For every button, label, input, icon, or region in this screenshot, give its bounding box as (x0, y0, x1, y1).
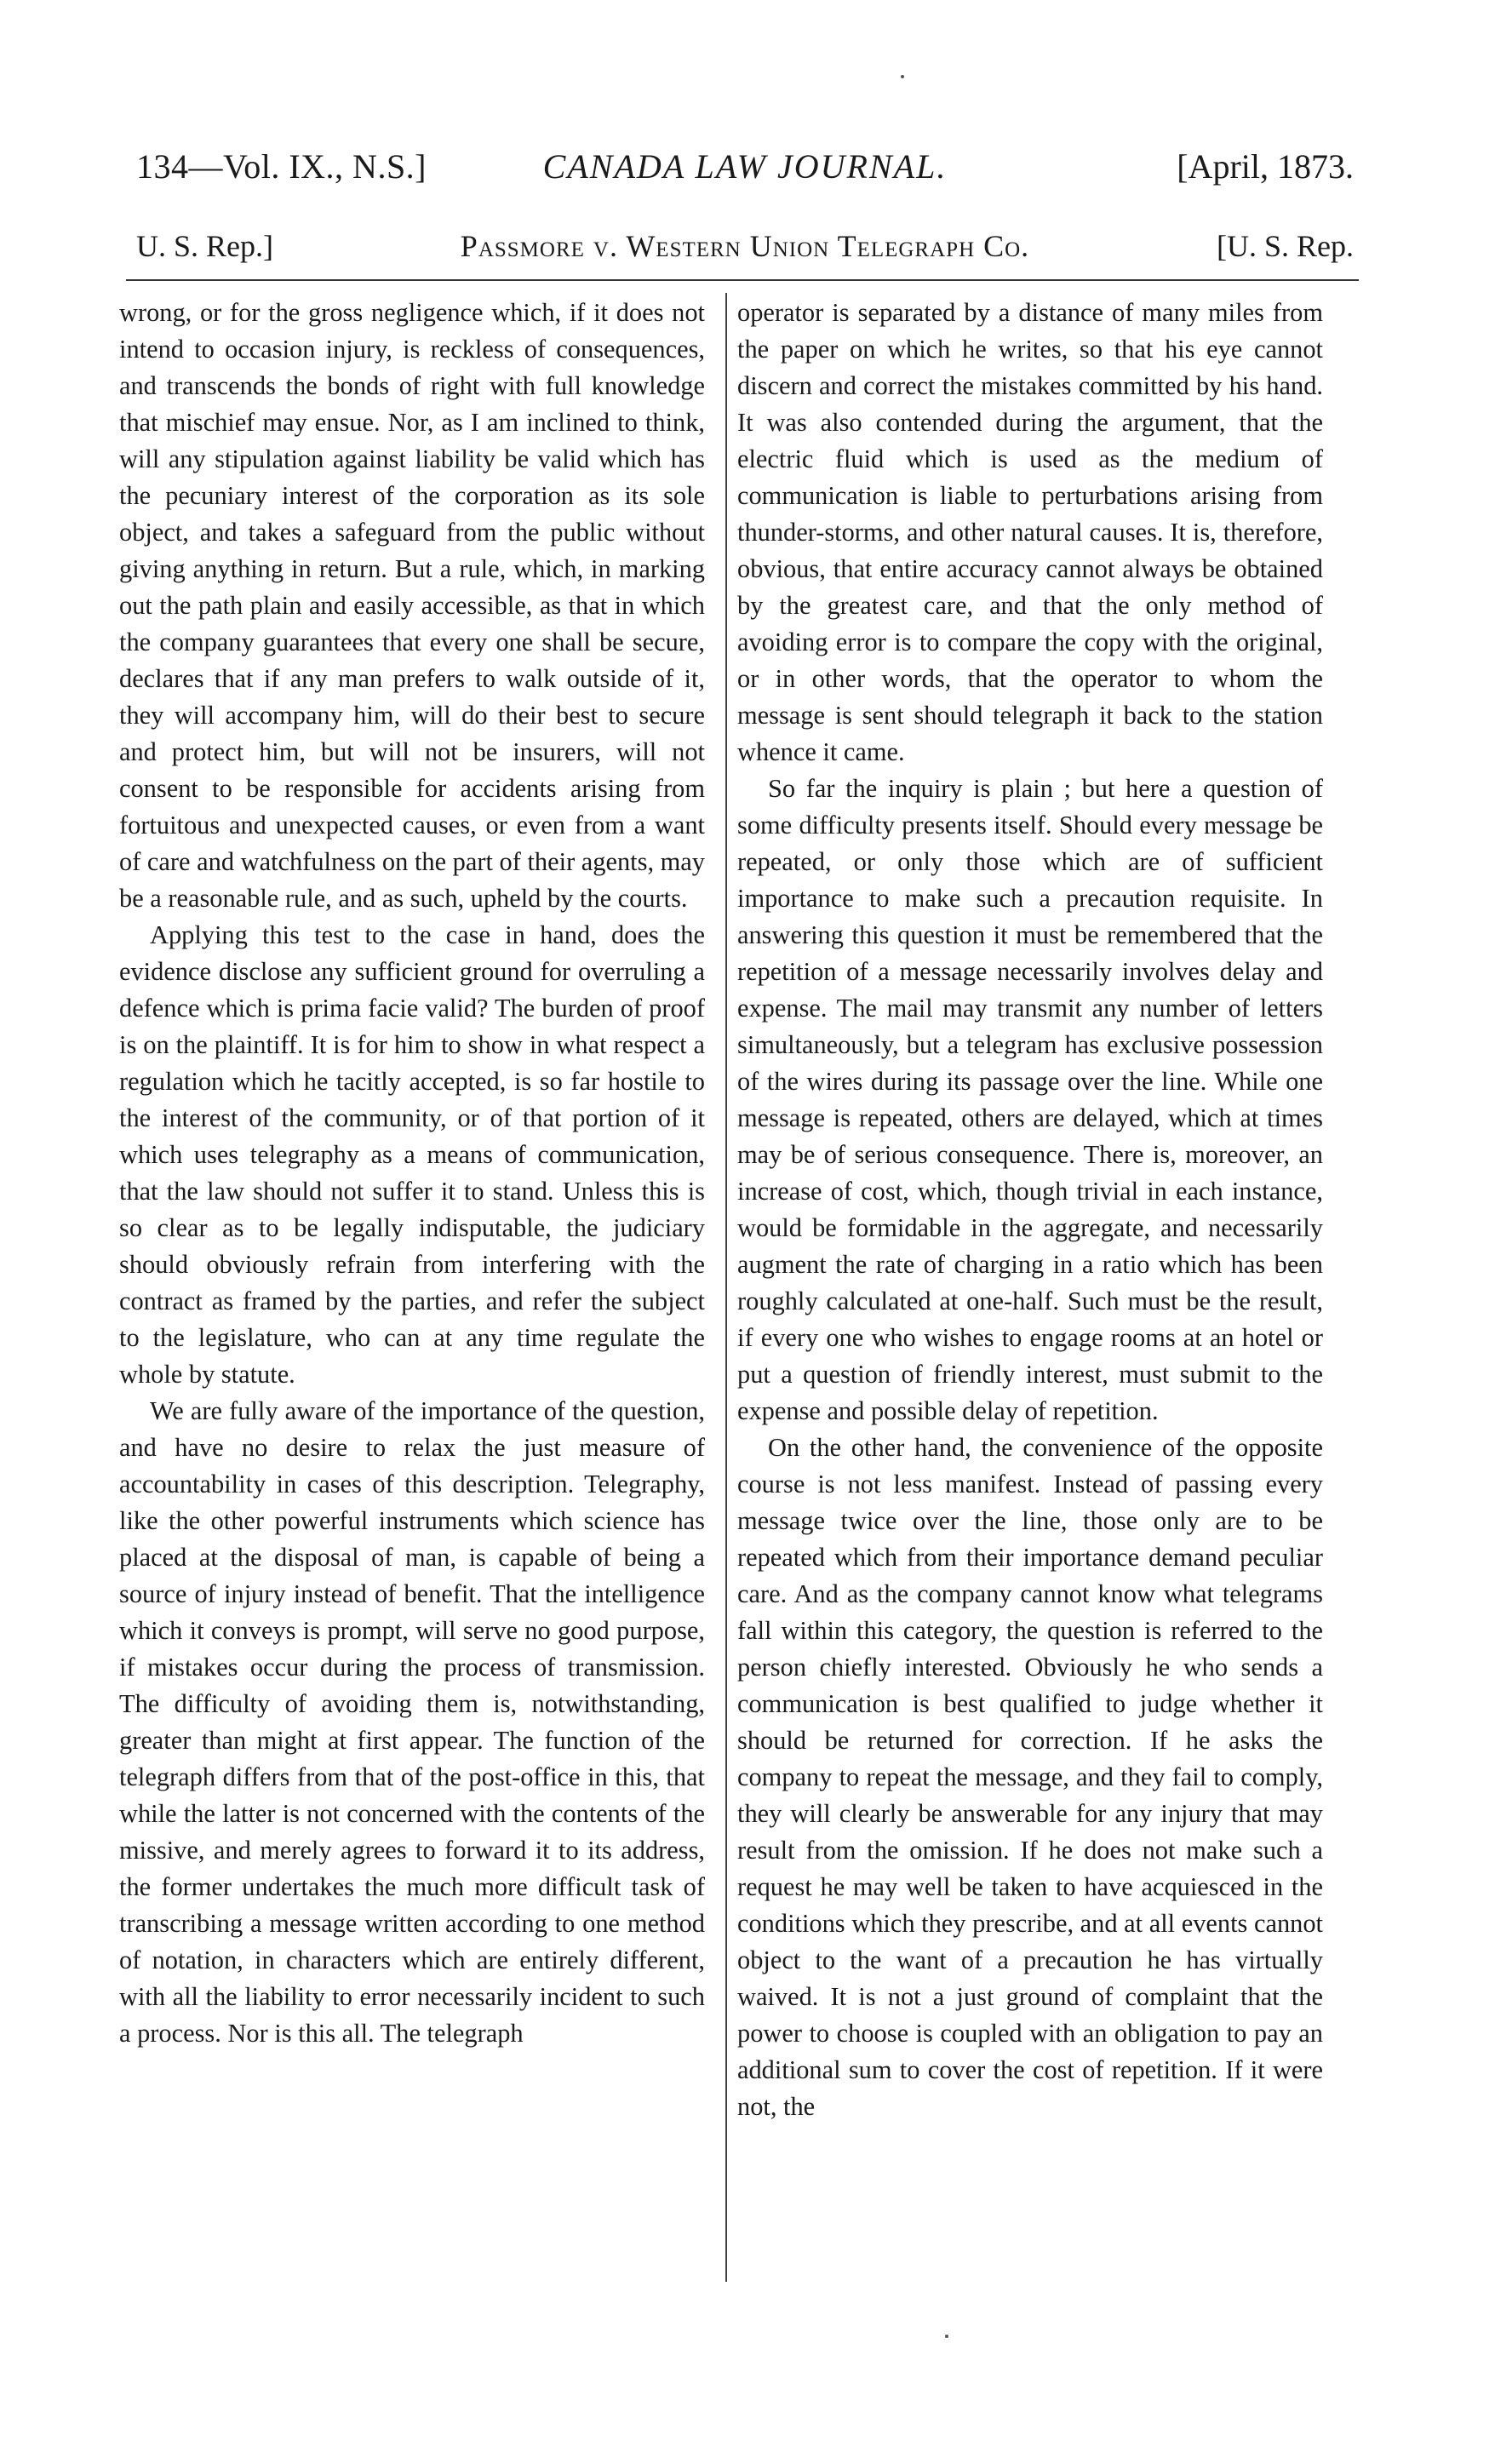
page-number-volume: 134—Vol. IX., N.S.] (136, 147, 427, 186)
case-head (136, 228, 1354, 271)
running-head (136, 146, 1354, 194)
paragraph: Applying this test to the case in hand, does the evidence disclose any sufficient ground for overruling a defence which is prima facie valid? The burden of proof is on the plaintiff. It is for him to show in what respect a regulation which he tacitly accepted, is so far hostile to the interest of the community, or of that portion of it which uses telegraphy as a means of communication, that the law should not suffer it to stand. Unless this is so clear as to be legally indisputable, the judiciary should obviously refrain from interfering with the contract as framed by the parties, and refer the subject to the legislature, who can at any time regulate the whole by statute. (119, 920, 705, 1389)
paragraph: wrong, or for the gross negligence which, if it does not intend to occasion injury, is reckless of consequences, and transcends the bonds of right with full knowledge that mischief may ensue. Nor, as I am inclined to think, will any stipulation against liability be valid which has the pecuniary interest of the corporation as its sole object, and takes a safeguard from the public without giving anything in return. But a rule, which, in marking out the path plain and easily accessible, as that in which the company guarantees that every one shall be secure, declares that if any man prefers to walk outside of it, they will accompany him, will do their best to secure and protect him, but will not be insurers, will not consent to be responsible for accidents arising from fortuitous and unexpected causes, or even from a want of care and watchfulness on the part of their agents, may be a reasonable rule, and as such, upheld by the courts. (119, 298, 705, 913)
case-reporter-right: [U. S. Rep. (1217, 229, 1354, 263)
journal-title: CANADA LAW JOURNAL. (542, 147, 948, 186)
paragraph: So far the inquiry is plain ; but here a question of some difficulty presents itself. Should every message be repeated, or only those which are of sufficient importance to make such a precaution requisite. In answering this question it must be remembered that the repetition of a message necessarily involves delay and expense. The mail may transmit any number of letters simultaneously, but a telegram has exclusive possession of the wires during its passage over the line. While one message is repeated, others are delayed, which at times may be of serious consequence. There is, moreover, an increase of cost, which, though trivial in each instance, would be formidable in the aggregate, and necessarily augment the rate of charging in a ratio which has been roughly calculated at one-half. Such must be the result, if every one who wishes to engage rooms at an hotel or put a question of friendly interest, must submit to the expense and possible delay of repetition. (737, 774, 1323, 1425)
header-rule (126, 279, 1359, 281)
left-column (119, 295, 705, 2052)
paragraph: On the other hand, the convenience of the opposite course is not less manifest. Instead of passing every message twice over the line, those only are to be repeated which from their importance demand peculiar care. And as the company cannot know what telegrams fall within this category, the question is referred to the person chiefly interested. Obviously he who sends a communication is best qualified to judge whether it should be returned for correction. If he asks the company to repeat the message, and they fail to comply, they will clearly be answerable for any injury that may result from the omission. If he does not make such a request he may well be taken to have acquiesced in the conditions which they prescribe, and at all events cannot object to the want of a precaution he has virtually waived. It is not a just ground of complaint that the power to choose is coupled with an obligation to pay an additional sum to cover the cost of repetition. If it were not, the (737, 1433, 1323, 2121)
print-speck (901, 75, 904, 78)
case-reporter-left: U. S. Rep.] (136, 229, 273, 263)
right-column (737, 295, 1323, 2125)
issue-date: [April, 1873. (1177, 147, 1354, 186)
paragraph: We are fully aware of the importance of the question, and have no desire to relax the just measure of accountability in cases of this description. Telegraphy, like the other powerful instruments which science has placed at the disposal of man, is capable of being a source of injury instead of benefit. That the intelligence which it conveys is prompt, will serve no good purpose, if mistakes occur during the process of transmission. The difficulty of avoiding them is, notwithstanding, greater than might at first appear. The function of the telegraph differs from that of the post-office in this, that while the latter is not concerned with the contents of the missive, and merely agrees to forward it to its address, the former undertakes the much more difficult task of transcribing a message written according to one method of notation, in characters which are entirely different, with all the liability to error necessarily incident to such a process. Nor is this all. The telegraph (119, 1396, 705, 2048)
print-speck (945, 2335, 948, 2338)
column-divider (725, 293, 727, 2282)
paragraph: operator is separated by a distance of many miles from the paper on which he writes, so that his eye cannot discern and correct the mistakes committed by his hand. It was also contended during the argument, that the electric fluid which is used as the medium of communication is liable to perturbations arising from thunder-storms, and other natural causes. It is, therefore, obvious, that entire accuracy cannot always be obtained by the greatest care, and that the only method of avoiding error is to compare the copy with the original, or in other words, that the operator to whom the message is sent should telegraph it back to the station whence it came. (737, 298, 1323, 766)
case-title: Passmore v. Western Union Telegraph Co. (460, 229, 1030, 263)
